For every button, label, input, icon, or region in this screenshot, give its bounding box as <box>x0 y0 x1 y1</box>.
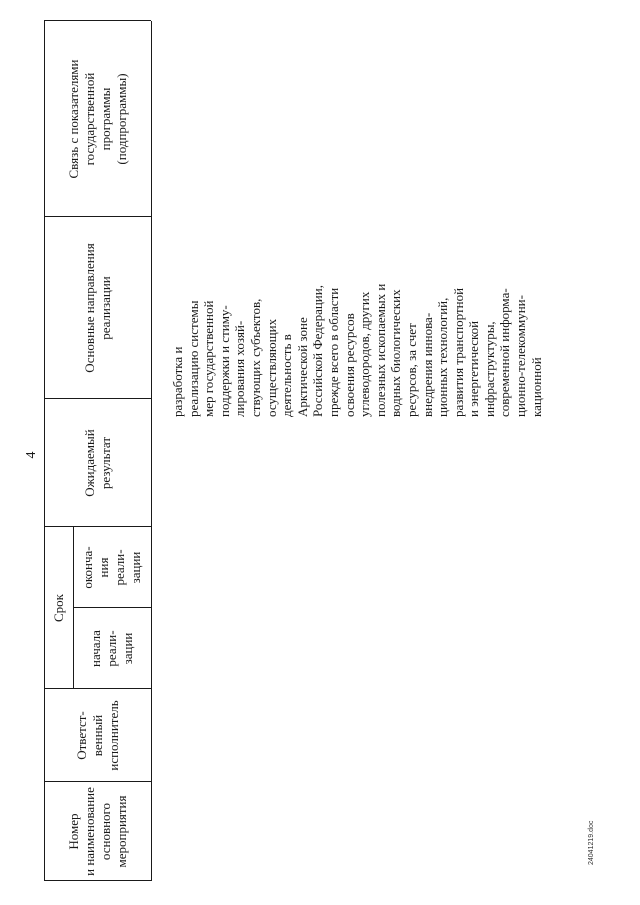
text-line: деятельность в <box>279 334 295 417</box>
header-expected-result: Ожидаемый результат <box>81 429 113 497</box>
text-line: и энергетической <box>466 320 482 417</box>
header-term-start: начала реали- зации <box>88 630 135 667</box>
text-line: полезных ископаемых и <box>372 283 388 417</box>
text-line: развития транспортной <box>450 287 466 417</box>
text-line: углеводородов, других <box>357 291 373 417</box>
header-term-end: оконча- ния реали- зации <box>80 546 143 589</box>
text-line: кационной <box>528 357 544 417</box>
page-number: 4 <box>24 451 39 459</box>
text-line: мер государственной <box>201 300 217 417</box>
header-bottom-rule <box>151 21 152 881</box>
text-line: Арктической зоне <box>294 317 310 417</box>
header-responsible: Ответст- венный исполнитель <box>73 700 121 771</box>
document-reference: 24041219.doc <box>588 820 595 865</box>
text-line: внедрения иннова- <box>419 312 435 417</box>
text-line: поддержки и стиму- <box>216 305 232 417</box>
header-number-name: Номер и наименование основного мероприятия <box>65 787 129 876</box>
text-line: современной информа- <box>497 288 513 417</box>
text-line: осуществляющих <box>263 318 279 417</box>
main-directions-text <box>170 167 544 417</box>
header-term: Срок <box>50 594 66 622</box>
header-main-directions: Основные направления реализации <box>81 243 113 373</box>
text-line: ствующих субъектов, <box>247 298 263 417</box>
text-line: лирования хозяй- <box>232 320 248 417</box>
text-line: освоения ресурсов <box>341 313 357 417</box>
text-line: инфраструктуры, <box>481 321 497 417</box>
text-line: водных биологических <box>388 289 404 417</box>
text-line: ресурсов, за счет <box>403 323 419 417</box>
text-line: прежде всего в области <box>325 287 341 417</box>
text-line: ционно-телекоммуни- <box>513 295 529 417</box>
text-line: Российской Федерации, <box>310 285 326 417</box>
text-line: разработка и <box>170 346 185 417</box>
text-line: ционных технологий, <box>435 297 451 417</box>
text-line: реализацию системы <box>185 300 201 417</box>
header-link-indicators: Связь с показателями государственной программы (подпрограммы) <box>65 59 129 179</box>
